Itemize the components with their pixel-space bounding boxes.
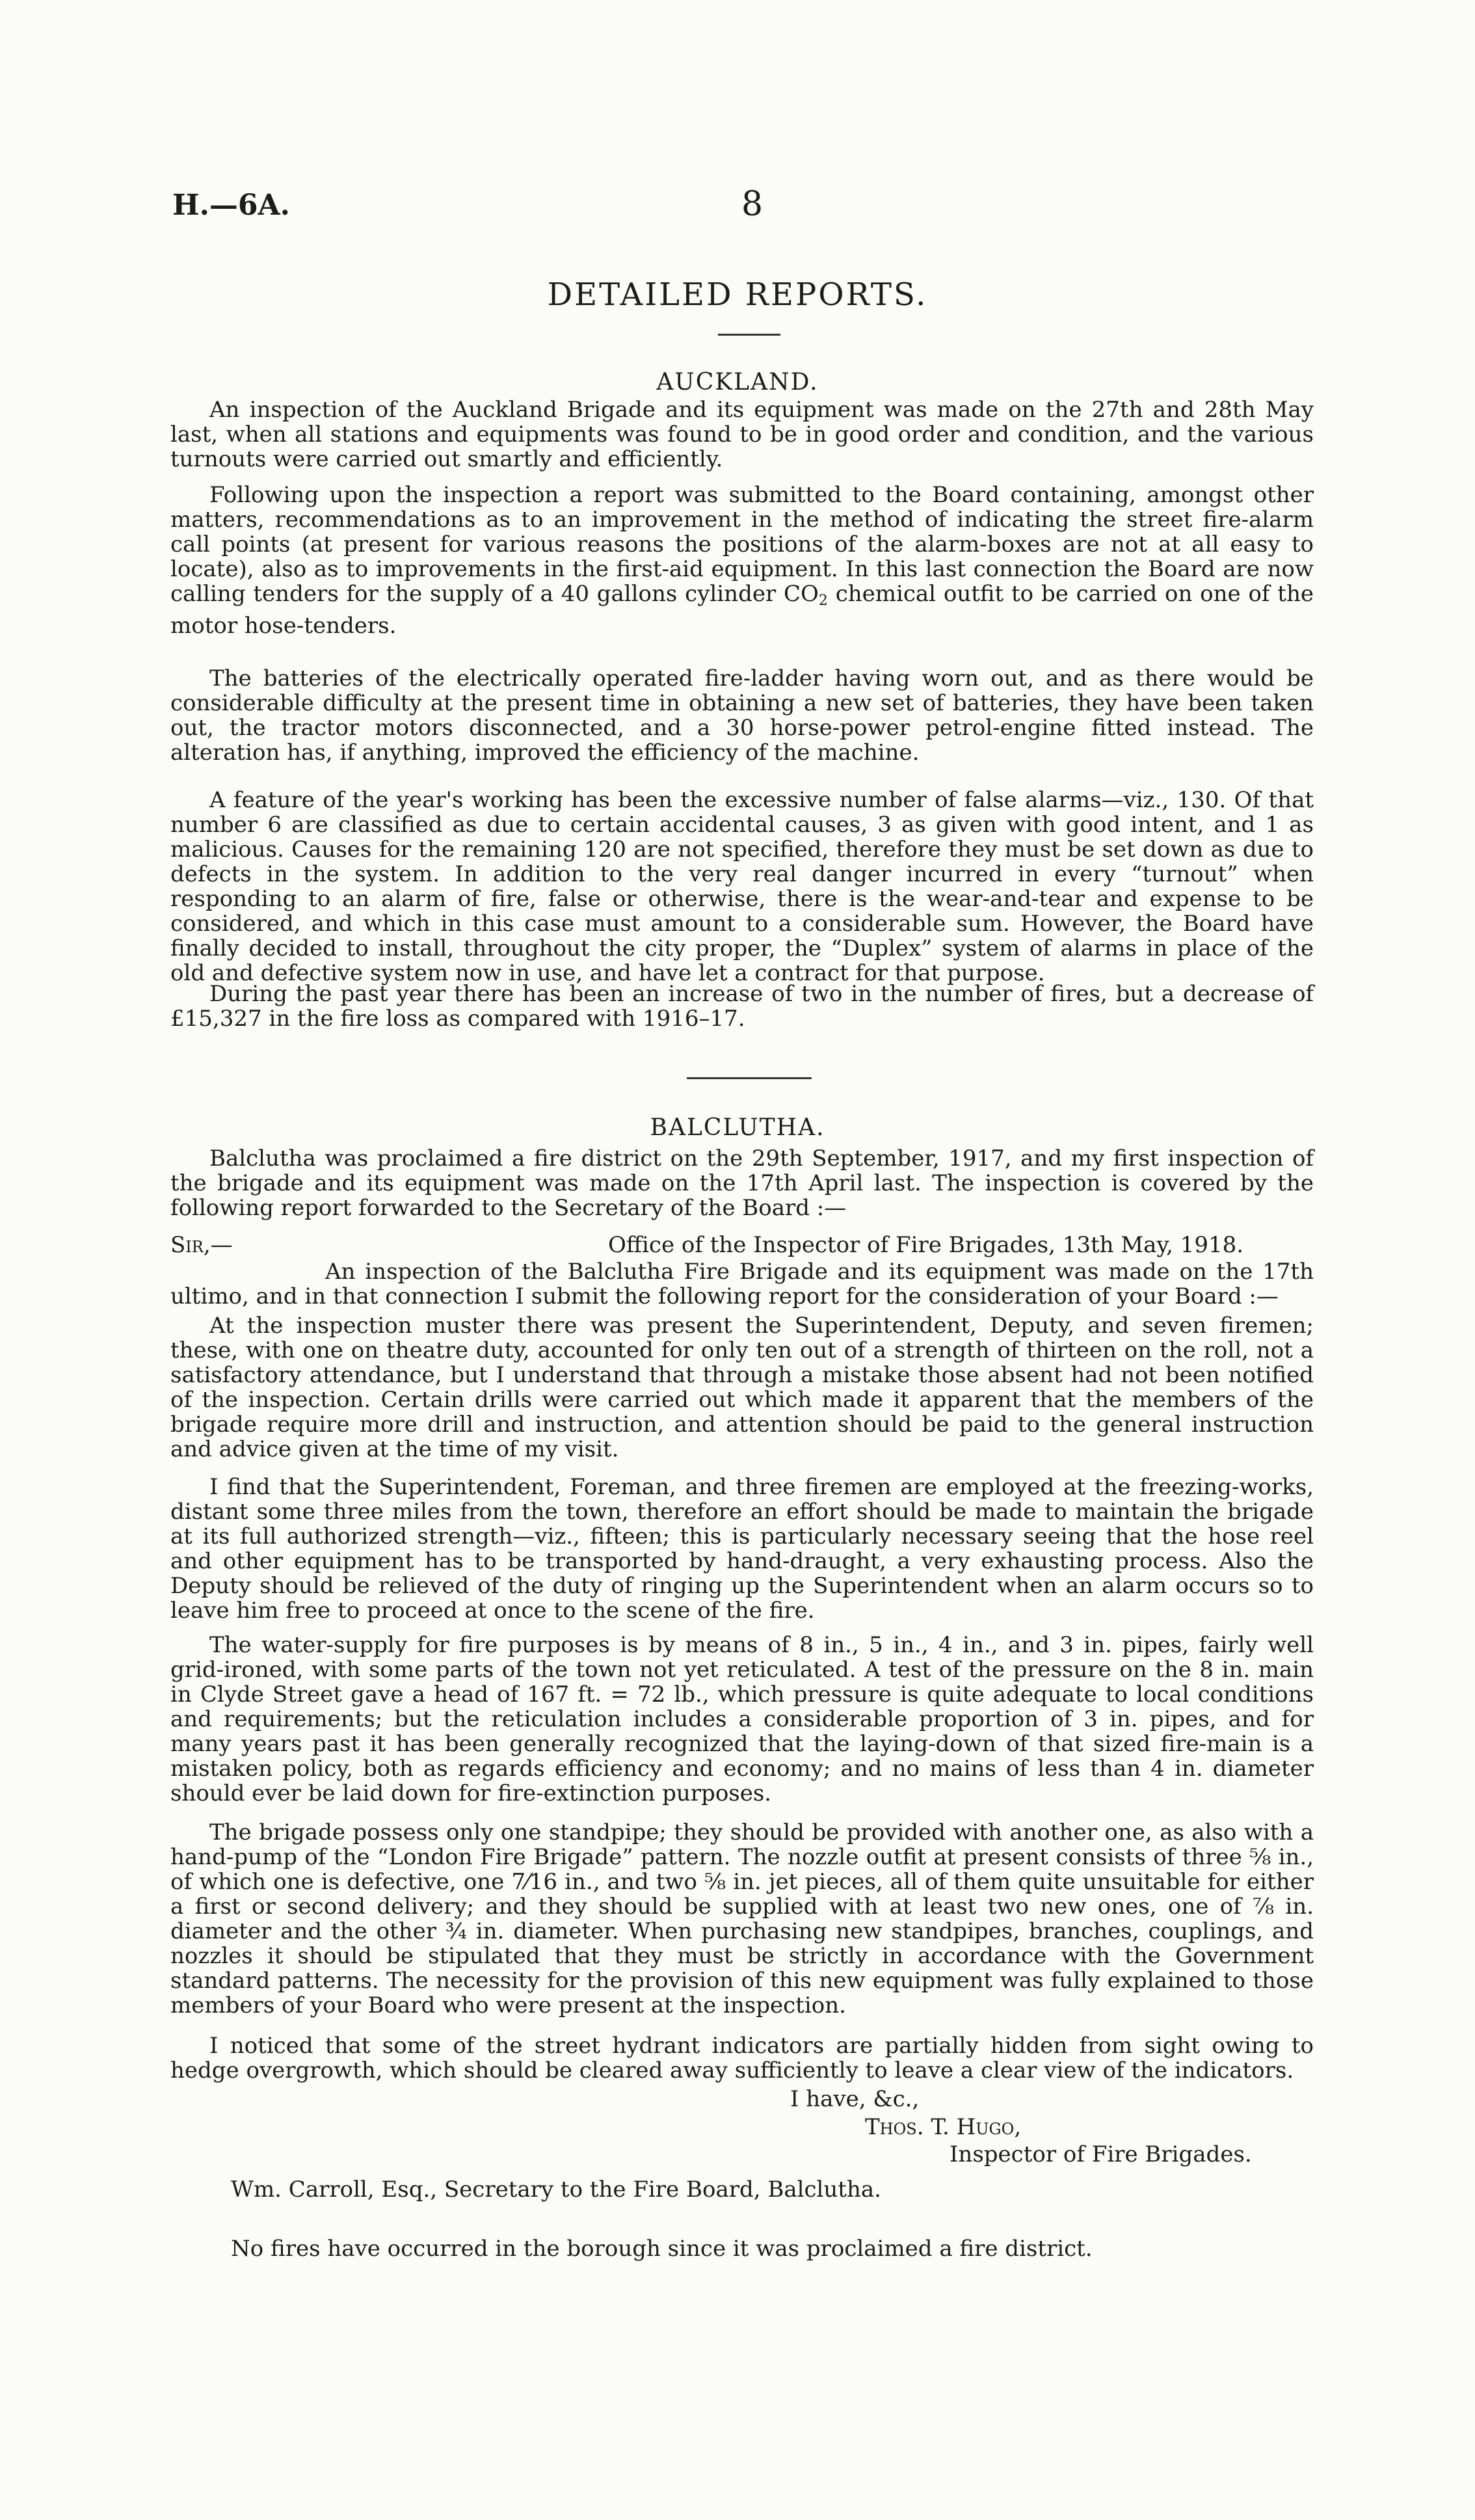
- letter-paragraph-4: The water-supply for fire purposes is by means of 8 in., 5 in., 4 in., and 3 in. pipes, fairly well grid-ironed, with some parts of the town not yet reticulated. A test of the pressure on the 8 in. main in Clyde Street gave a head of 167 ft. = 72 lb., which pressure is quite adequate to local conditions and requirements; but the reticulation includes a considerable proportion of 3 in. pipes, and for many years past it has been generally recognized that the laying-down of that sized fire-main is a mistaken policy, both as regards efficiency and economy; and no mains of less than 4 in. diameter should ever be laid down for fire-extinction purposes.: [170, 1632, 1314, 1806]
- letter-paragraph-3: I find that the Superintendent, Foreman, and three firemen are employed at the freezing-works, distant some three miles from the town, therefore an effort should be made to maintain the brigade at its full authorized strength—viz., fifteen; this is particularly necessary seeing that the hose reel and other equipment has to be transported by hand-draught, a very exhausting process. Also the Deputy should be relieved of the duty of ringing up the Superintendent when an alarm occurs so to leave him free to proceed at once to the scene of the fire.: [170, 1474, 1314, 1624]
- letter-salutation: Sir,—: [170, 1232, 233, 1258]
- letter-paragraph-6: I noticed that some of the street hydrant indicators are partially hidden from sight owing to hedge overgrowth, which should be cleared away sufficiently to leave a clear view of the indicators.: [170, 2033, 1314, 2084]
- letter-addressee: Wm. Carroll, Esq., Secretary to the Fire Board, Balclutha.: [231, 2177, 881, 2203]
- auckland-paragraph-3: The batteries of the electrically operated fire-ladder having worn out, and as there would be considerable difficulty at the present time in obtaining a new set of batteries, they have been taken out, the tractor motors disconnected, and a 30 horse-power petrol-engine fitted instead. The alteration has, if anything, improved the efficiency of the machine.: [170, 665, 1314, 766]
- section-heading-balclutha: BALCLUTHA.: [650, 1114, 825, 1141]
- page-title: DETAILED REPORTS.: [547, 276, 928, 313]
- page-reference: H.—6A.: [172, 189, 290, 222]
- letter-signature: Thos. T. Hugo,: [865, 2114, 1022, 2140]
- auckland-paragraph-1: An inspection of the Auckland Brigade and its equipment was made on the 27th and 28th May last, when all stations and equipments was found to be in good order and condition, and the various turnouts were carried out smartly and efficiently.: [170, 397, 1314, 472]
- closing-note: No fires have occurred in the borough since it was proclaimed a fire district.: [231, 2236, 1093, 2262]
- letter-paragraph-5: The brigade possess only one standpipe; they should be provided with another one, as also with a hand-pump of the “London Fire Brigade” pattern. The nozzle outfit at present consists of three ⅝ in., of which one is defective, one 7⁄16 in., and two ⅝ in. jet pieces, all of them quite unsuitable for either a first or second delivery; and they should be supplied with at least two new ones, one of ⅞ in. diameter and the other ¾ in. diameter. When purchasing new standpipes, branches, couplings, and nozzles it should be stipulated that they must be strictly in accordance with the Government standard patterns. The necessity for the provision of this new equipment was fully explained to those members of your Board who were present at the inspection.: [170, 1819, 1314, 2018]
- title-rule: [718, 334, 780, 336]
- auckland-paragraph-4: A feature of the year's working has been the excessive number of false alarms—viz., 130. Of that number 6 are classified as due to certain accidental causes, 3 as given with good intent, and 1 as malicious. Causes for the remaining 120 are not specified, therefore they must be set down as due to defects in the system. In addition to the very real danger incurred in every “turnout” when responding to an alarm of fire, false or otherwise, there is the wear-and-tear and expense to be considered, and which in this case must amount to a considerable sum. However, the Board have finally decided to install, throughout the city proper, the “Duplex” system of alarms in place of the old and defective system now in use, and have let a contract for that purpose.: [170, 787, 1314, 986]
- section-divider: [687, 1077, 812, 1079]
- letter-paragraph-2: At the inspection muster there was present the Superintendent, Deputy, and seven firemen; these, with one on theatre duty, accounted for only ten out of a strength of thirteen on the roll, not a satisfactory attendance, but I understand that through a mistake those absent had not been notified of the inspection. Certain drills were carried out which made it apparent that the members of the brigade require more drill and instruction, and attention should be paid to the general instruction and advice given at the time of my visit.: [170, 1313, 1314, 1462]
- letter-paragraph-1: An inspection of the Balclutha Fire Brigade and its equipment was made on the 17th ultimo, and in that connection I submit the following report for the consideration of your Board :—: [170, 1259, 1314, 1309]
- balclutha-intro: Balclutha was proclaimed a fire district on the 29th September, 1917, and my first inspection of the brigade and its equipment was made on the 17th April last. The inspection is covered by the following report forwarded to the Secretary of the Board :—: [170, 1146, 1314, 1221]
- auckland-paragraph-5: During the past year there has been an increase of two in the number of fires, but a decrease of £15,327 in the fire loss as compared with 1916–17.: [170, 981, 1314, 1032]
- letter-closing: I have, &c.,: [790, 2086, 920, 2112]
- letter-office-date: Office of the Inspector of Fire Brigades, 13th May, 1918.: [608, 1232, 1244, 1258]
- signatory-title: Inspector of Fire Brigades.: [950, 2141, 1252, 2167]
- auckland-paragraph-2: Following upon the inspection a report was submitted to the Board containing, amongst other matters, recommendations as to an improvement in the method of indicating the street fire-alarm call points (at present for various reasons the positions of the alarm-boxes are not at all easy to locate), also as to improvements in the first-aid equipment. In this last connection the Board are now calling tenders for the supply of a 40 gallons cylinder $CO_2$ chemical outfit to be carried on one of the motor hose-tenders.: [170, 482, 1314, 639]
- page-number: 8: [741, 185, 764, 224]
- section-heading-auckland: AUCKLAND.: [656, 369, 819, 395]
